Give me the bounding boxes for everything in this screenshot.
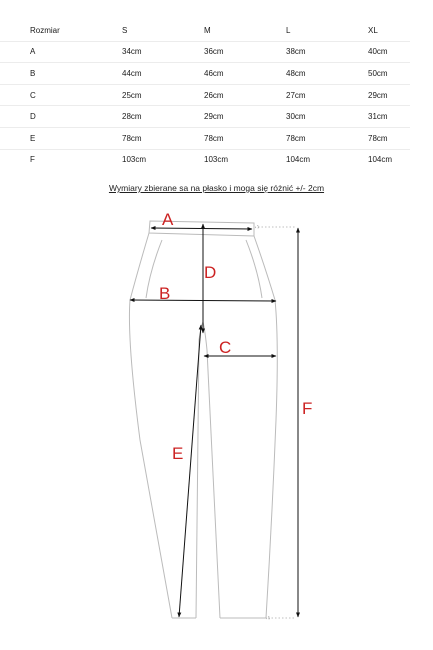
table-row bbox=[0, 84, 410, 106]
header-m: M bbox=[204, 20, 286, 41]
label-a: A bbox=[162, 210, 174, 229]
row-label: D bbox=[0, 106, 122, 128]
table-cell: 40cm bbox=[368, 41, 410, 63]
row-label: A bbox=[0, 41, 122, 63]
measurement-lines bbox=[130, 224, 298, 617]
table-cell: 78cm bbox=[122, 127, 204, 149]
label-c: C bbox=[219, 338, 232, 357]
table-cell: 103cm bbox=[204, 155, 229, 165]
label-d: D bbox=[204, 263, 217, 282]
table-cell: 78cm bbox=[286, 127, 368, 149]
table-cell: 50cm bbox=[368, 63, 410, 85]
row-label: B bbox=[0, 63, 122, 85]
table-cell: 104cm bbox=[286, 155, 311, 165]
table-row bbox=[0, 41, 410, 63]
table-cell: 29cm bbox=[368, 84, 410, 106]
table-row bbox=[0, 106, 410, 128]
table-row bbox=[0, 127, 410, 149]
table-cell: 26cm bbox=[204, 84, 286, 106]
table-cell: 30cm bbox=[286, 106, 368, 128]
table-cell: 38cm bbox=[286, 41, 368, 63]
measure-line-b bbox=[130, 300, 276, 301]
header-l: L bbox=[286, 20, 368, 41]
table-cell: 78cm bbox=[204, 127, 286, 149]
label-e: E bbox=[172, 444, 184, 463]
label-b: B bbox=[159, 284, 171, 303]
table-cell: 46cm bbox=[204, 63, 286, 85]
table-cell: 28cm bbox=[122, 106, 204, 128]
table-cell: 29cm bbox=[204, 106, 286, 128]
header-xl: XL bbox=[368, 20, 410, 41]
table-cell: 48cm bbox=[286, 63, 368, 85]
row-label: E bbox=[0, 127, 122, 149]
table-cell: 36cm bbox=[204, 41, 286, 63]
row-label: C bbox=[0, 84, 122, 106]
row-label: F bbox=[30, 155, 35, 165]
table-cell: 78cm bbox=[368, 127, 410, 149]
table-cell: 103cm bbox=[122, 155, 147, 165]
header-size: Rozmiar bbox=[0, 20, 122, 41]
table-cell: 34cm bbox=[122, 41, 204, 63]
table-header-row bbox=[0, 20, 410, 41]
header-s: S bbox=[122, 20, 204, 41]
table-cell: 104cm bbox=[368, 155, 393, 165]
table-row bbox=[0, 63, 410, 85]
table-cell: 27cm bbox=[286, 84, 368, 106]
table-cell: 44cm bbox=[122, 63, 204, 85]
table-row bbox=[0, 149, 410, 170]
table-cell: 25cm bbox=[122, 84, 204, 106]
trousers-measurement-diagram bbox=[0, 200, 433, 650]
size-table bbox=[0, 20, 410, 170]
label-f: F bbox=[302, 399, 313, 418]
measurement-note: Wymiary zbierane sa na płasko i moga się różnić +/- 2cm bbox=[108, 183, 325, 193]
table-cell: 31cm bbox=[368, 106, 410, 128]
